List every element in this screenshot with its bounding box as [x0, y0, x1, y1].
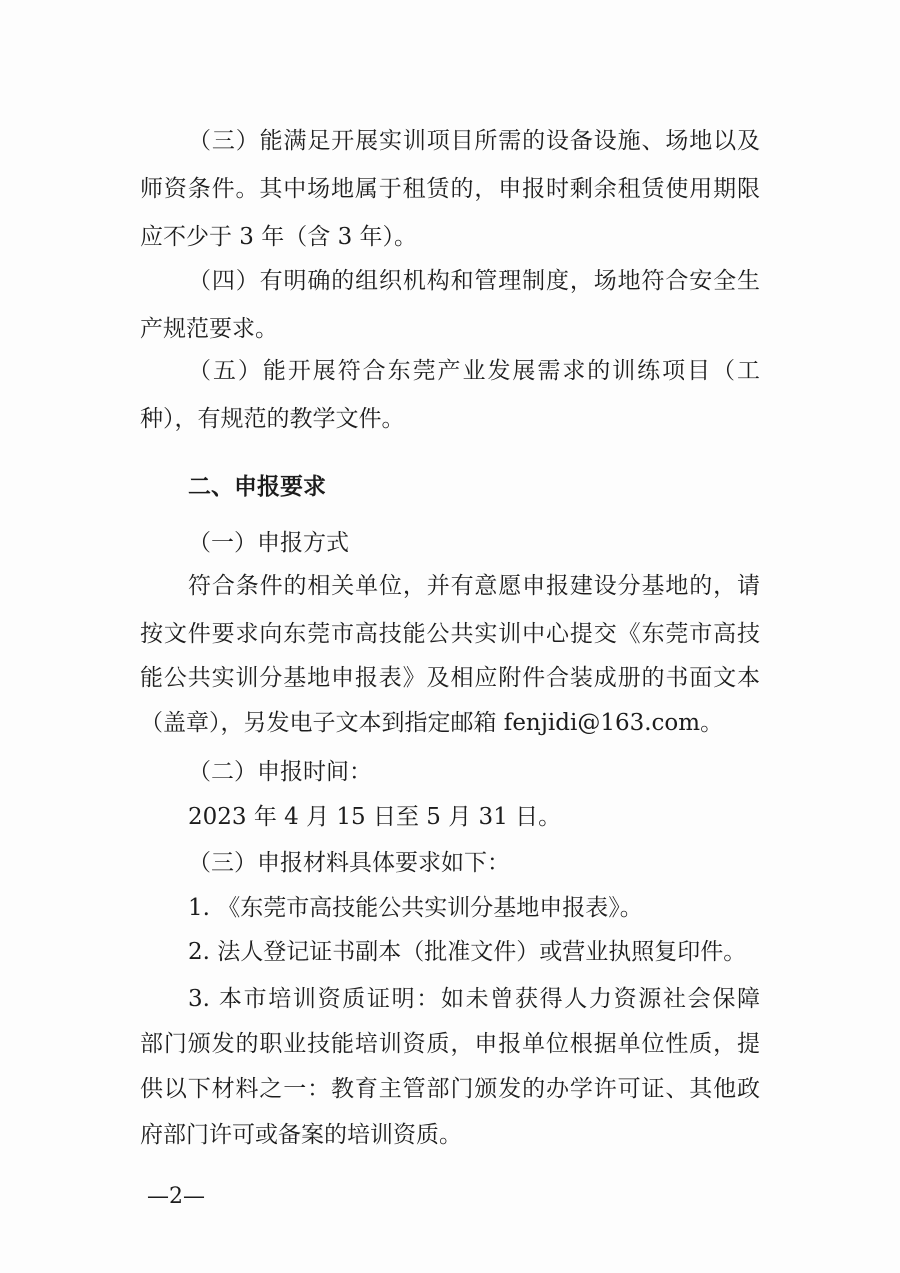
paragraph-line: 按文件要求向东莞市高技能公共实训中心提交《东莞市高技	[140, 621, 760, 647]
paragraph-line: 符合条件的相关单位，并有意愿申报建设分基地的，请	[188, 573, 760, 599]
list-item: 2. 法人登记证书副本（批准文件）或营业执照复印件。	[188, 939, 747, 965]
paragraph-line: 部门颁发的职业技能培训资质，申报单位根据单位性质，提	[140, 1031, 760, 1057]
page-number: —2—	[147, 1184, 205, 1209]
paragraph-line: 种），有规范的教学文件。	[140, 406, 405, 432]
subsection-heading: （二）申报时间：	[188, 759, 372, 785]
paragraph-line: （五）能开展符合东莞产业发展需求的训练项目（工	[188, 358, 760, 384]
paragraph-line: 能公共实训分基地申报表》及相应附件合装成册的书面文本	[140, 665, 760, 691]
list-item: 1. 《东莞市高技能公共实训分基地申报表》。	[188, 895, 643, 921]
subsection-heading: （三）申报材料具体要求如下：	[188, 850, 510, 876]
paragraph-line: 供以下材料之一：教育主管部门颁发的办学许可证、其他政	[140, 1076, 760, 1102]
section-heading: 二、申报要求	[188, 474, 326, 500]
paragraph-line: 府部门许可或备案的培训资质。	[140, 1122, 462, 1148]
paragraph-line: （三）能满足开展实训项目所需的设备设施、场地以及	[188, 128, 760, 154]
paragraph-line: （四）有明确的组织机构和管理制度，场地符合安全生	[188, 268, 760, 294]
paragraph-line: 产规范要求。	[140, 316, 278, 342]
subsection-heading: （一）申报方式	[188, 530, 349, 556]
paragraph-line: 2023 年 4 月 15 日至 5 月 31 日。	[188, 804, 562, 830]
list-item: 3. 本市培训资质证明：如未曾获得人力资源社会保障	[188, 986, 760, 1012]
paragraph-line: 应不少于 3 年（含 3 年）。	[140, 224, 418, 250]
paragraph-line: （盖章），另发电子文本到指定邮箱 fenjidi@163.com。	[140, 710, 724, 736]
paragraph-line: 师资条件。其中场地属于租赁的，申报时剩余租赁使用期限	[140, 176, 760, 202]
